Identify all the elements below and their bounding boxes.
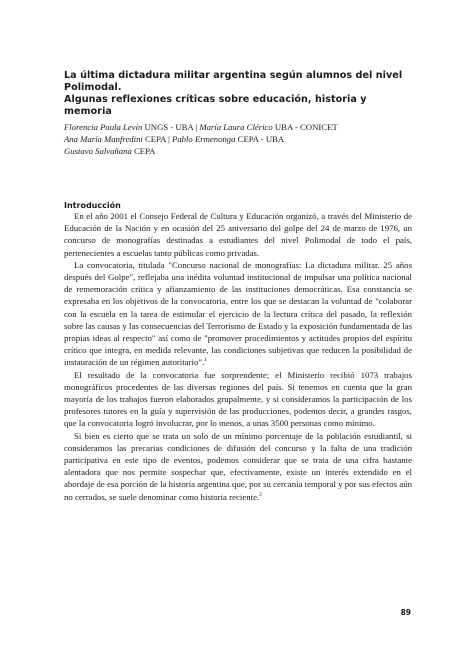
author-name: Florencia Paula Levín	[64, 122, 143, 132]
footnote-marker: 2	[259, 491, 262, 498]
author-name: María Laura Clérico	[199, 122, 273, 132]
author-name: Gustavo Salvañana	[64, 146, 132, 156]
paragraph-text: En el año 2001 el Consejo Federal de Cultura y Educación organizó, a través del Ministerio de Educación de la Nación y en ocasión del 25 aniversario del golpe del 24 de marzo de 1976, un concurso de monografías destinadas a estudiantes del nivel Polimodal de todo el país, pertenecientes a escuelas tanto públicas como privadas.	[64, 211, 412, 258]
body-paragraph	[64, 369, 412, 430]
paragraph-text: La convocatoria, titulada "Concurso nacional de monografías: La dictadura militar. 25 años después del Golpe", reflejaba una inédita voluntad institucional de impulsar una política nacional de rememoración crítica y afianzamiento de las instituciones democráticas. Esa constancia se expresaba en los objetivos de la convocatoria, entre los que se destacan la voluntad de "colaborar con la escuela en la tarea de estimular el ejercicio de la lectura crítica del pasado, la reflexión sobre las causas y las consecuencias del Terrorismo de Estado y la exposición fundamentada de las propias ideas al respecto" así como de "promover procedimientos y actitudes propios del espíritu crítico que integra, en medida relevante, las condiciones subjetivas que reducen la posibilidad de instauración de un régimen autoritario".	[64, 259, 412, 368]
title-line-1: La última dictadura militar argentina según alumnos del nivel Polimodal.	[64, 70, 403, 93]
author-line	[64, 121, 414, 133]
body-paragraph	[64, 430, 412, 503]
author-name: Pablo Ermenonga	[172, 134, 236, 144]
author-affiliation: UNGS - UBA |	[142, 122, 200, 132]
author-line	[64, 133, 414, 145]
page-number: 89	[400, 608, 411, 617]
author-affiliation: CEPA	[131, 146, 156, 156]
title-block	[64, 70, 414, 157]
author-affiliation: UBA - CONICET	[272, 122, 338, 132]
body-paragraph	[64, 210, 412, 259]
body-paragraph	[64, 259, 412, 369]
paragraph-text: Si bien es cierto que se trata un solo de un mínimo porcentaje de la población estudiantil, si consideramos las precarias condiciones de difusión del concurso y la falta de una tradición participativa en este tipo de eventos, podemos considerar que se trata de una cifra bastante alentadora que nos permite sospechar que, efectivamente, existe un interés extendido en el abordaje de esa porción de la historia argentina que, por su cercanía temporal y por sus efectos aún no cerrados, se suele denominar como historia reciente.	[64, 430, 412, 502]
author-name: Ana María Manfredini	[64, 134, 143, 144]
author-line	[64, 145, 414, 157]
author-list	[64, 121, 414, 157]
footnote-marker: 1	[204, 357, 207, 364]
paragraph-text: El resultado de la convocatoria fue sorprendente; el Ministerio recibió 1073 trabajos monográficos procedentes de las diversas regiones del país. Si tenemos en cuenta que la gran mayoría de los trabajos fueron elaborados grupalmente, y si consideramos la participación de los profesores tutores en la guía y supervisión de las producciones, podemos decir, a grandes rasgos, que la convocatoria logró involucrar, por lo menos, a unas 3500 personas como mínimo.	[64, 369, 412, 429]
author-affiliation: CEPA - UBA	[235, 134, 285, 144]
section-heading: Introducción	[64, 201, 121, 210]
title-line-2: Algunas reflexiones críticas sobre educación, historia y memoria	[64, 94, 367, 117]
article-title	[64, 70, 414, 118]
body-text	[64, 210, 412, 503]
author-affiliation: CEPA |	[142, 134, 173, 144]
